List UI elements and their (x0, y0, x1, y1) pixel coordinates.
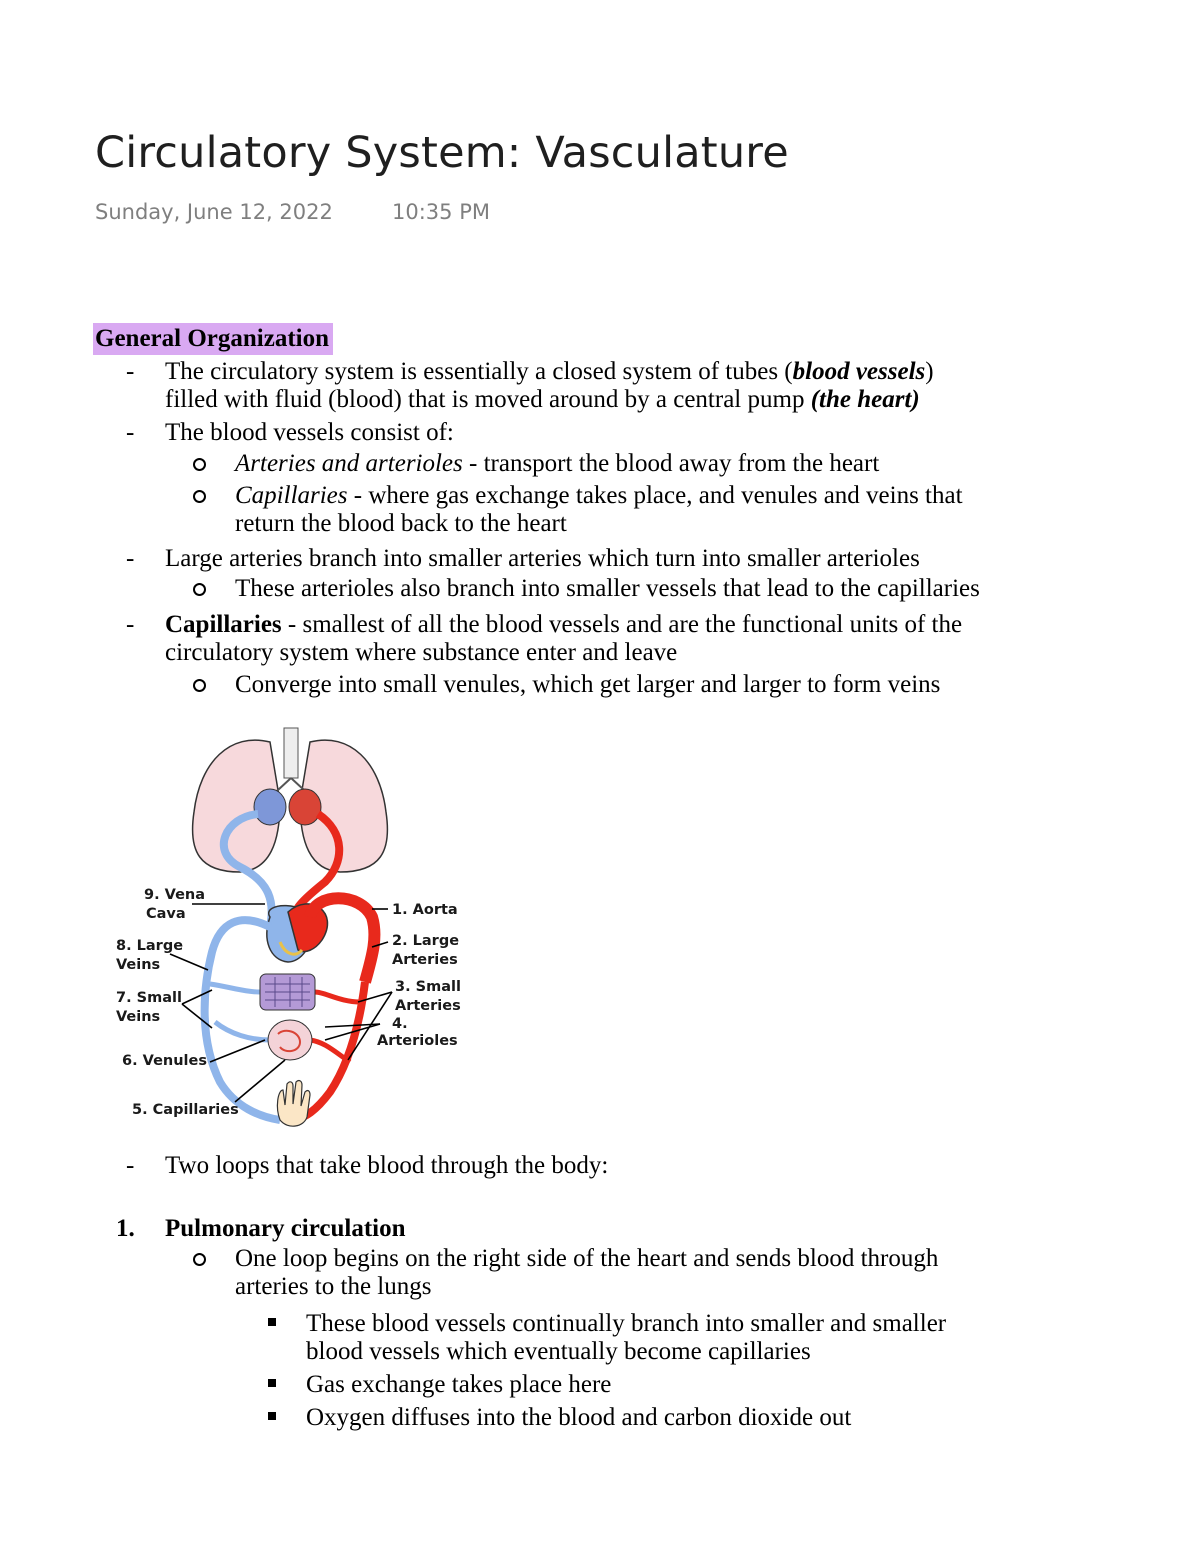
sub-bullet-text: These arterioles also branch into smaller vessels that lead to the capillaries (235, 575, 980, 602)
sub-bullet-text: return the blood back to the heart (235, 510, 567, 537)
section-heading: General Organization (93, 323, 333, 355)
page-date: Sunday, June 12, 2022 (95, 200, 333, 224)
page-time: 10:35 PM (392, 200, 490, 224)
label-aorta: 1. Aorta (392, 902, 458, 918)
small-artery-lower (310, 1040, 350, 1062)
dash-bullet: - (126, 358, 135, 385)
page-title: Circulatory System: Vasculature (95, 128, 789, 178)
circle-bullet (193, 490, 206, 503)
sub-sub-bullet-text: blood vessels which eventually become capillaries (306, 1338, 811, 1365)
sub-sub-bullet-text: Oxygen diffuses into the blood and carbon dioxide out (306, 1404, 852, 1431)
label-large-arteries-2: Arteries (392, 952, 458, 968)
square-bullet (268, 1412, 276, 1420)
square-bullet (268, 1318, 276, 1326)
square-bullet (268, 1379, 276, 1387)
sub-bullet-text: One loop begins on the right side of the heart and sends blood through (235, 1245, 939, 1272)
sub-bullet-text: Arteries and arterioles - transport the blood away from the heart (235, 450, 880, 477)
label-venules: 6. Venules (122, 1053, 207, 1069)
trachea (284, 728, 298, 778)
lung-capillary-vein-side (254, 789, 286, 825)
circle-bullet (193, 458, 206, 471)
small-vein-lower (215, 1022, 270, 1040)
label-arterioles-2: Arterioles (377, 1033, 458, 1049)
label-capillaries: 5. Capillaries (132, 1102, 239, 1118)
small-vein-upper (210, 984, 260, 992)
label-small-arteries-2: Arteries (395, 998, 461, 1014)
label-large-veins-1: 8. Large (116, 938, 184, 954)
label-vena-cava-1: 9. Vena (144, 887, 206, 903)
sub-bullet-text: Converge into small venules, which get larger and larger to form veins (235, 671, 941, 698)
sub-sub-bullet-text: Gas exchange takes place here (306, 1371, 612, 1398)
hand-icon (277, 1081, 310, 1127)
dash-bullet: - (126, 1152, 135, 1179)
label-arterioles-1: 4. (392, 1016, 408, 1032)
circle-bullet (193, 583, 206, 596)
label-vena-cava-2: Cava (146, 906, 186, 922)
vena-cava (205, 920, 280, 1120)
dash-bullet: - (126, 611, 135, 638)
label-large-arteries-1: 2. Large (392, 933, 460, 949)
small-artery-upper (315, 992, 360, 1002)
list-number: 1. (116, 1215, 135, 1242)
circle-bullet (193, 1253, 206, 1266)
label-small-arteries-1: 3. Small (395, 979, 461, 995)
bullet-text: circulatory system where substance enter and leave (165, 639, 678, 666)
bullet-text: Large arteries branch into smaller arteries which turn into smaller arterioles (165, 545, 920, 572)
bullet-text: Capillaries - smallest of all the blood vessels and are the functional units of the (165, 611, 963, 638)
numbered-heading: Pulmonary circulation (165, 1215, 406, 1242)
sub-sub-bullet-text: These blood vessels continually branch into smaller and smaller (306, 1310, 947, 1337)
circulation-diagram (110, 722, 480, 1132)
label-large-veins-2: Veins (116, 957, 161, 973)
bullet-text: Two loops that take blood through the body: (165, 1152, 609, 1179)
label-small-veins-1: 7. Small (116, 990, 182, 1006)
sub-bullet-text: Capillaries - where gas exchange takes place, and venules and veins that (235, 482, 963, 509)
lung-capillary-artery-side (289, 789, 321, 825)
sub-bullet-text: arteries to the lungs (235, 1273, 432, 1300)
kidney-capillary-bed (268, 1020, 312, 1060)
dash-bullet: - (126, 419, 135, 446)
circle-bullet (193, 679, 206, 692)
bullet-text: The circulatory system is essentially a closed system of tubes (blood vessels) (165, 358, 934, 385)
dash-bullet: - (126, 545, 135, 572)
label-small-veins-2: Veins (116, 1009, 161, 1025)
bullet-text: The blood vessels consist of: (165, 419, 454, 446)
bullet-text: filled with fluid (blood) that is moved around by a central pump (the heart) (165, 386, 920, 413)
